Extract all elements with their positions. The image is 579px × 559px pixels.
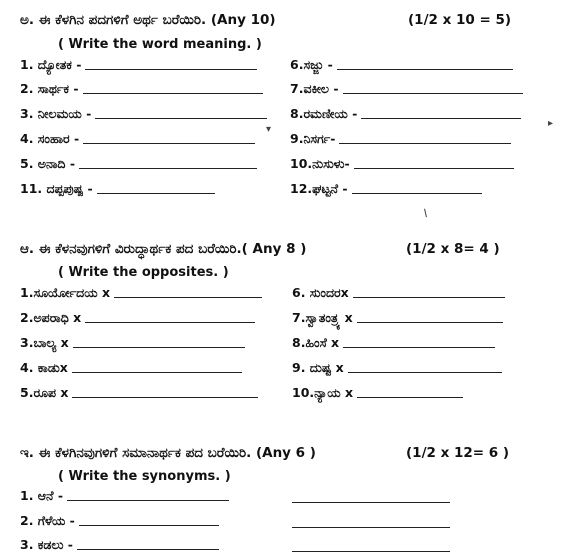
s1-left-item-4 [20, 131, 255, 147]
answer-line[interactable] [339, 143, 511, 144]
answer-line[interactable] [353, 297, 505, 298]
s1-left-label-1: 1. ದ್ಯೋತಕ - [20, 57, 82, 72]
s2-right-item-2 [292, 310, 503, 326]
answer-line[interactable] [67, 500, 229, 501]
s2-left-label-2: 2.ಅಪರಾಧಿ x [20, 310, 82, 325]
s2-left-item-2 [20, 310, 255, 326]
s2-left-label-1: 1.ಸೂರ್ಯೋದಯ x [20, 285, 111, 300]
stray-mark: ▸ [548, 118, 554, 129]
answer-line[interactable] [83, 93, 263, 94]
s1-right-item-1 [290, 57, 513, 73]
answer-line[interactable] [97, 193, 215, 194]
s1-right-item-5 [290, 156, 514, 172]
section1-instruction: ( Write the word meaning. ) [58, 37, 262, 52]
s2-right-label-4: 9. ದುಷ್ಟ x [292, 360, 344, 375]
answer-line[interactable] [352, 193, 482, 194]
s1-right-label-6: 12.ಘಟ್ಟನೆ - [290, 181, 348, 196]
answer-line[interactable] [73, 347, 245, 348]
answer-line[interactable] [85, 322, 255, 323]
s1-right-item-3 [290, 106, 521, 122]
s1-left-item-1 [20, 57, 257, 73]
answer-line[interactable] [85, 69, 257, 70]
answer-line[interactable] [79, 525, 219, 526]
section1-marks: (1/2 x 10 = 5) [408, 12, 512, 28]
s2-right-label-2: 7.ಸ್ವಾತಂತ್ರ್ಯ x [292, 310, 353, 325]
s1-left-label-4: 4. ಸಂಹಾರ - [20, 131, 80, 146]
s2-left-label-5: 5.ರೂಪ x [20, 385, 69, 400]
s2-left-item-3 [20, 335, 245, 351]
s1-left-label-3: 3. ನೀಲಮಯ - [20, 106, 92, 121]
s1-right-label-5: 10.ನುಸುಳು- [290, 156, 350, 171]
s2-right-item-5 [292, 385, 463, 401]
s1-left-item-2 [20, 81, 263, 97]
answer-line-right-3[interactable] [292, 551, 450, 552]
answer-line[interactable] [357, 322, 503, 323]
s2-right-label-5: 10.ನ್ಯಾಯ x [292, 385, 354, 400]
s2-left-item-4 [20, 360, 242, 376]
s3-left-item-1 [20, 488, 229, 504]
s1-right-label-4: 9.ನಿಸರ್ಗ- [290, 131, 336, 146]
stray-mark: / [421, 207, 431, 220]
answer-line[interactable] [361, 118, 521, 119]
s3-left-label-3: 3. ಕಡಲು - [20, 537, 74, 552]
answer-line[interactable] [348, 372, 502, 373]
section3-marks: (1/2 x 12= 6 ) [406, 445, 510, 461]
s2-left-item-1 [20, 285, 262, 301]
s1-left-item-3 [20, 106, 267, 122]
section2-heading: ಆ. ಈ ಕೆಳನವುಗಳಿಗೆ ವಿರುದ್ಧಾರ್ಥಕ ಪದ ಬರೆಯಿರಿ.( Any 8 ) [20, 241, 307, 257]
s3-left-item-3 [20, 537, 219, 553]
s2-right-label-3: 8.ಹಿಂಸೆ x [292, 335, 340, 350]
answer-line[interactable] [77, 549, 219, 550]
s1-left-item-6 [20, 181, 215, 197]
stray-mark: ▾ [266, 124, 272, 135]
s1-left-label-6: 11. ದಪ್ಪಪುಷ್ಪ - [20, 181, 93, 196]
s3-left-item-2 [20, 513, 219, 529]
s1-left-label-2: 2. ಸಾರ್ಥಕ - [20, 81, 79, 96]
answer-line-right-1[interactable] [292, 502, 450, 503]
s1-right-item-6 [290, 181, 482, 197]
section2-instruction: ( Write the opposites. ) [58, 265, 229, 280]
answer-line[interactable] [72, 397, 258, 398]
answer-line[interactable] [72, 372, 242, 373]
answer-line[interactable] [343, 347, 495, 348]
s1-right-item-4 [290, 131, 511, 147]
s1-right-label-3: 8.ರಮಣೀಯ - [290, 106, 358, 121]
answer-line[interactable] [354, 168, 514, 169]
s1-left-item-5 [20, 156, 257, 172]
answer-line[interactable] [114, 297, 262, 298]
section1-heading: ಅ. ಈ ಕೆಳಗಿನ ಪದಗಳಿಗೆ ಅರ್ಥ ಬರೆಯಿರಿ. (Any 10) [20, 12, 276, 28]
s2-right-item-3 [292, 335, 495, 351]
answer-line-right-2[interactable] [292, 527, 450, 528]
s1-right-item-2 [290, 81, 523, 97]
section3-heading: ಇ. ಈ ಕೆಳಗಿನವುಗಳಿಗೆ ಸಮಾನಾರ್ಥಕ ಪದ ಬರೆಯಿರಿ. (Any 6 ) [20, 445, 316, 461]
s1-left-label-5: 5. ಅನಾದಿ - [20, 156, 76, 171]
section3-instruction: ( Write the synonyms. ) [58, 469, 231, 484]
answer-line[interactable] [357, 397, 463, 398]
answer-line[interactable] [343, 93, 523, 94]
s3-left-label-2: 2. ಗೆಳೆಯ - [20, 513, 75, 528]
s2-right-item-1 [292, 285, 505, 301]
s2-left-label-3: 3.ಬಾಲ್ಯ x [20, 335, 69, 350]
answer-line[interactable] [79, 168, 257, 169]
answer-line[interactable] [95, 118, 267, 119]
answer-line[interactable] [83, 143, 255, 144]
answer-line[interactable] [337, 69, 513, 70]
s2-left-item-5 [20, 385, 258, 401]
section2-marks: (1/2 x 8= 4 ) [406, 241, 500, 257]
s2-right-label-1: 6. ಸುಂದರx [292, 285, 349, 300]
s1-right-label-1: 6.ಸಜ್ಜು - [290, 57, 333, 72]
s2-right-item-4 [292, 360, 502, 376]
s1-right-label-2: 7.ವಕೀಲ - [290, 81, 339, 96]
s3-left-label-1: 1. ಆನೆ - [20, 488, 64, 503]
s2-left-label-4: 4. ಕಾಡುx [20, 360, 68, 375]
